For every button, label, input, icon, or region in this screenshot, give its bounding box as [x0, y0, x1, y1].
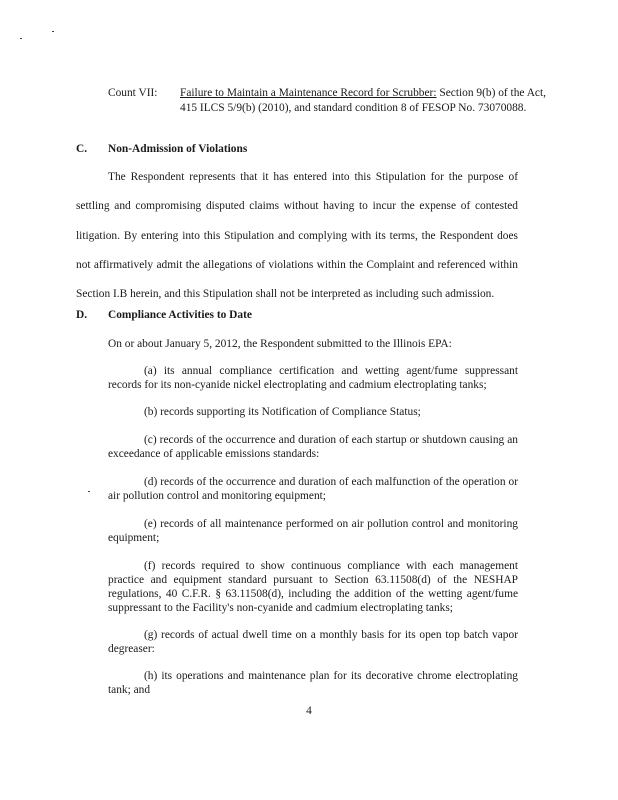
section-d-intro: On or about January 5, 2012, the Respondent submitted to the Illinois EPA: [108, 338, 452, 350]
list-item: (d) records of the occurrence and duration of each malfunction of the operation or air pollution control and monitoring equipment; [108, 476, 518, 502]
list-item: (f) records required to show continuous compliance with each management practice and equipment standard pursuant to Section 63.11508(d) of the NESHAP regulations, 40 C.F.R. § 63.11508(d), including the addition of the wetting agent/fume suppressant to the Facility's non-cyanide and cadmium electroplating tanks; [108, 560, 518, 614]
list-item: (a) its annual compliance certification and wetting agent/fume suppressant records for its non-cyanide nickel electroplating and cadmium electroplating tanks; [108, 365, 518, 391]
count-vii-label: Count VII: [108, 87, 158, 99]
section-c-title: Non-Admission of Violations [108, 143, 248, 155]
count-vii-text [180, 86, 548, 116]
scan-speck [52, 31, 54, 32]
scan-speck [88, 491, 90, 492]
list-item: (g) records of actual dwell time on a monthly basis for its open top batch vapor degreaser: [108, 629, 518, 655]
count-vii-block [108, 86, 548, 116]
section-d-heading [76, 309, 252, 321]
list-item: (e) records of all maintenance performed on air pollution control and monitoring equipment; [108, 518, 518, 544]
section-d-title: Compliance Activities to Date [108, 309, 252, 321]
section-c-paragraph [76, 163, 518, 309]
section-c-paragraph-text: The Respondent represents that it has entered into this Stipulation for the purpose of settling and compromising disputed claims without having to incur the expense of contested litigation. By entering into this Stipulation and complying with its terms, the Respondent does not affirmatively admit the allegations of violations within the Complaint and referenced within Section I.B herein, and this Stipulation shall not be interpreted as including such admission. [76, 171, 518, 301]
count-vii-title: Failure to Maintain a Maintenance Record for Scrubber: [180, 87, 437, 99]
section-c-heading [76, 143, 247, 155]
list-item: (h) its operations and maintenance plan for its decorative chrome electroplating tank; and [108, 670, 518, 696]
page-number: 4 [306, 705, 312, 717]
scan-speck [20, 38, 22, 39]
list-item: (b) records supporting its Notification of Compliance Status; [144, 406, 421, 418]
section-c-letter: C. [76, 143, 88, 155]
section-d-letter: D. [76, 309, 88, 321]
list-item: (c) records of the occurrence and duration of each startup or shutdown causing an exceedance of applicable emissions standards: [108, 434, 518, 460]
count-vii-citation: Section 9(b) of the Act, 415 ILCS 5/9(b) (2010), and standard condition 8 of FESOP No. 73070088. [180, 87, 546, 114]
